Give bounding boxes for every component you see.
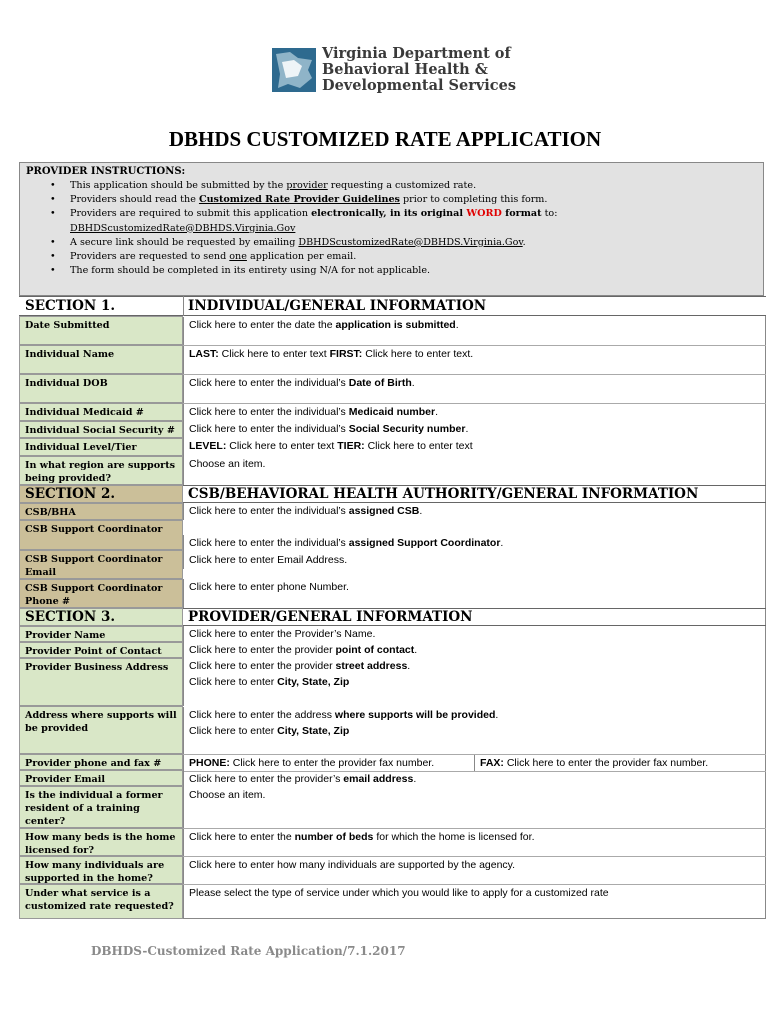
level-tier-field[interactable]: LEVEL: Click here to enter text TIER: Click here to enter text: [183, 438, 766, 456]
individual-name-field[interactable]: LAST: Click here to enter text FIRST: Click here to enter text.: [183, 346, 766, 374]
coordinator-phone-label: CSB Support Coordinator Phone #: [19, 579, 183, 608]
provider-name-label: Provider Name: [19, 626, 183, 642]
provider-phone-field[interactable]: PHONE: Click here to enter the provider fax number.: [183, 755, 474, 771]
date-submitted-field[interactable]: Click here to enter the date the application is submitted.: [183, 317, 766, 345]
coordinator-email-label: CSB Support Coordinator Email: [19, 550, 183, 579]
point-of-contact-field[interactable]: Click here to enter the provider point of contact.: [183, 642, 766, 658]
instructions-heading: PROVIDER INSTRUCTIONS:: [26, 166, 186, 177]
section-2-title: CSB/BEHAVIORAL HEALTH AUTHORITY/GENERAL INFORMATION: [188, 486, 699, 502]
section-3-label: SECTION 3.: [25, 609, 116, 625]
business-address-label: Provider Business Address: [19, 658, 183, 706]
coordinator-email-field[interactable]: Click here to enter Email Address.: [183, 552, 766, 569]
secure-link-email[interactable]: DBHDScustomizedRate@DBHDS.Virginia.Gov: [298, 236, 523, 248]
provider-email-label: Provider Email: [19, 770, 183, 786]
support-coordinator-field[interactable]: Click here to enter the individual’s assigned Support Coordinator.: [183, 535, 766, 552]
coordinator-phone-field[interactable]: Click here to enter phone Number.: [183, 579, 766, 608]
service-type-label: Under what service is a customized rate requested?: [19, 884, 183, 919]
individual-dob-label: Individual DOB: [19, 374, 183, 403]
ssn-field[interactable]: Click here to enter the individual’s Social Security number.: [183, 421, 766, 438]
phone-fax-label: Provider phone and fax #: [19, 754, 183, 770]
guidelines-email-link[interactable]: DBHDScustomizedRate@DBHDS.Virginia.Gov: [70, 222, 296, 234]
section-2-label: SECTION 2.: [25, 486, 116, 502]
list-item: • Providers should read the Customized Rate Provider Guidelines prior to completing this form.: [50, 193, 750, 207]
level-tier-label: Individual Level/Tier: [19, 438, 183, 456]
section-3-title: PROVIDER/GENERAL INFORMATION: [188, 609, 473, 625]
list-item: • The form should be completed in its entirety using N/A for not applicable.: [50, 264, 750, 278]
list-item: • Providers are requested to send one application per email.: [50, 250, 750, 264]
point-of-contact-label: Provider Point of Contact: [19, 642, 183, 658]
service-type-dropdown[interactable]: Please select the type of service under which you would like to apply for a customized rate: [183, 885, 766, 919]
individual-name-label: Individual Name: [19, 345, 183, 374]
list-item: • Providers are required to submit this application electronically, in its original WORD format to: DBHDScustomizedRate@DBHDS.Virginia.Gov: [50, 207, 750, 235]
individuals-supported-label: How many individuals are supported in the home?: [19, 856, 183, 884]
beds-label: How many beds is the home licensed for?: [19, 828, 183, 856]
training-center-dropdown[interactable]: Choose an item.: [183, 787, 766, 828]
csb-label: CSB/BHA: [19, 503, 183, 520]
logo-text: Virginia Department of Behavioral Health & Developmental Services: [322, 45, 517, 94]
provider-name-field[interactable]: Click here to enter the Provider’s Name.: [183, 626, 766, 642]
medicaid-field[interactable]: Click here to enter the individual’s Medicaid number.: [183, 404, 766, 421]
beds-field[interactable]: Click here to enter the number of beds for which the home is licensed for.: [183, 829, 766, 856]
section-1-title: INDIVIDUAL/GENERAL INFORMATION: [188, 298, 487, 314]
section-1-label: SECTION 1.: [25, 298, 116, 314]
support-coordinator-label: CSB Support Coordinator: [19, 520, 183, 550]
supports-address-label: Address where supports will be provided: [19, 706, 183, 754]
region-dropdown[interactable]: Choose an item.: [183, 456, 766, 485]
individuals-supported-field[interactable]: Click here to enter how many individuals are supported by the agency.: [183, 857, 766, 884]
footer-text: DBHDS-Customized Rate Application/7.1.2017: [91, 944, 406, 958]
list-item: • This application should be submitted by the provider requesting a customized rate.: [50, 179, 750, 193]
list-item: • A secure link should be requested by emailing DBHDScustomizedRate@DBHDS.Virginia.Gov.: [50, 236, 750, 250]
individual-dob-field[interactable]: Click here to enter the individual’s Date of Birth.: [183, 375, 766, 403]
ssn-label: Individual Social Security #: [19, 421, 183, 438]
region-label: In what region are supports being provided?: [19, 456, 183, 485]
training-center-label: Is the individual a former resident of a training center?: [19, 786, 183, 828]
provider-email-field[interactable]: Click here to enter the provider’s email address.: [183, 771, 766, 787]
agency-logo: [272, 45, 517, 98]
date-submitted-label: Date Submitted: [19, 316, 183, 345]
medicaid-label: Individual Medicaid #: [19, 403, 183, 421]
page-title: DBHDS CUSTOMIZED RATE APPLICATION: [168, 127, 602, 151]
business-address-field[interactable]: Click here to enter the provider street address. Click here to enter City, State, Zip: [183, 658, 766, 706]
provider-instructions: [19, 162, 764, 296]
virginia-dbhds-logo-icon: [272, 48, 316, 92]
csb-field[interactable]: Click here to enter the individual’s assigned CSB.: [183, 503, 766, 520]
provider-fax-field[interactable]: FAX: Click here to enter the provider fax number.: [474, 755, 766, 771]
supports-address-field[interactable]: Click here to enter the address where supports will be provided. Click here to enter City, State, Zip: [183, 707, 766, 754]
